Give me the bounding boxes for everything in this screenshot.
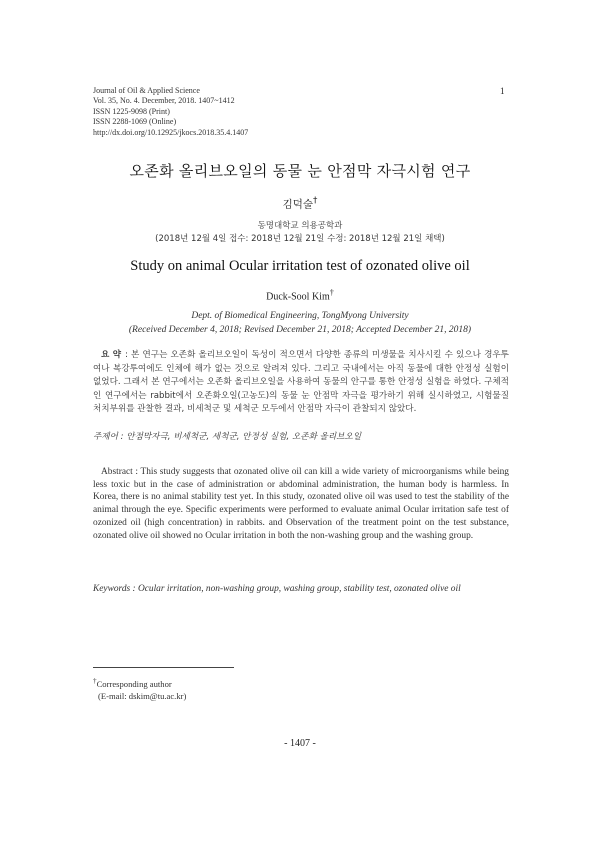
english-abstract — [93, 466, 509, 542]
journal-name: Journal of Oil & Applied Science — [93, 86, 200, 95]
korean-author-mark: † — [313, 196, 318, 206]
footnote-divider — [93, 667, 234, 668]
korean-abstract — [93, 349, 509, 417]
english-author-mark: † — [329, 288, 334, 297]
korean-dates: (2018년 12월 4일 접수: 2018년 12월 21일 수정: 2018년 12월 21일 채택) — [155, 234, 445, 244]
journal-header — [93, 86, 248, 138]
footnote — [93, 675, 186, 702]
footnote-mark: † — [93, 677, 97, 685]
english-abstract-text: : This study suggests that ozonated olive oil can kill a wide variety of microorganisms while being less toxic but in the case of administration or abdominal administration, the human body is harmless. In Korea, there is no animal stability test yet. In this study, ozonated olive oil was used to test the stability of the animal through the eye. Specific experiments were performed to evaluate animal Ocular irritation safe test of ozonized oil (high concentration) in rabbits. and Observation of the treatment point on the test substance, ozonated olive oil showed no Ocular irritation in both the non-washing group and the washing group. — [93, 467, 509, 541]
korean-author — [0, 196, 600, 212]
korean-keywords: 주제어 : 안점막자극, 비세척군, 세척군, 안정성 실험, 오존화 올리브오일 — [93, 432, 362, 442]
english-affiliation-block — [0, 309, 600, 337]
english-keywords: Keywords : Ocular irritation, non-washing group, washing group, stability test, ozonated olive oil — [93, 584, 461, 594]
korean-abstract-label: 요 약 — [101, 350, 121, 360]
journal-issn-online: ISSN 2288-1069 (Online) — [93, 117, 177, 127]
korean-title: 오존화 올리브오일의 동물 눈 안점막 자극시험 연구 — [129, 162, 471, 180]
english-title: Study on animal Ocular irritation test of ozonated olive oil — [130, 258, 470, 274]
footnote-email: (E-mail: dskim@tu.ac.kr) — [98, 690, 187, 701]
korean-abstract-text: : 본 연구는 오존화 올리브오일이 독성이 적으면서 다양한 종류의 미생물을 치사시킬 수 있으나 경우투여나 복강투여에도 인체에 해가 없는 것으로 알려져 있다. 그리고 국내에서는 아직 동물에 대한 안정성 실험이 없었다. 그래서 본 연구에서는 오존화 올리브오일을 사용하여 동물의 안구를 통한 안정성 실험을 하였다. 구체적인 연구에서는 rabbit에서 오존화오일(고농도)의 동물 눈 안점막 자극을 평가하기 위해 실시하였고, 시험물질 처치부위를 관찰한 결과, 비세척군 및 세척군 모두에서 안점막 자극이 관찰되지 않았다. — [93, 350, 509, 415]
page-footer-number: - 1407 - — [284, 738, 316, 749]
journal-doi[interactable]: http://dx.doi.org/10.12925/jkocs.2018.35.4.1407 — [93, 127, 249, 137]
english-dates: (Received December 4, 2018; Revised December 21, 2018; Accepted December 21, 2018) — [128, 325, 472, 335]
korean-affiliation: 동명대학교 의용공학과 — [257, 221, 343, 231]
english-abstract-label: Abstract — [101, 467, 133, 477]
journal-issn-print: ISSN 1225-9098 (Print) — [93, 106, 170, 116]
korean-affiliation-block — [0, 220, 600, 246]
footnote-label: Corresponding author — [96, 678, 172, 689]
english-author-name: Duck-Sool Kim — [266, 291, 330, 303]
korean-author-name: 김덕술 — [282, 198, 314, 211]
footnote-author — [93, 675, 186, 690]
english-author — [0, 288, 600, 302]
page-number-top: 1 — [500, 86, 505, 96]
journal-volume: Vol. 35, No. 4. December, 2018. 1407~1412 — [93, 96, 235, 106]
english-affiliation: Dept. of Biomedical Engineering, TongMyong University — [191, 311, 409, 321]
